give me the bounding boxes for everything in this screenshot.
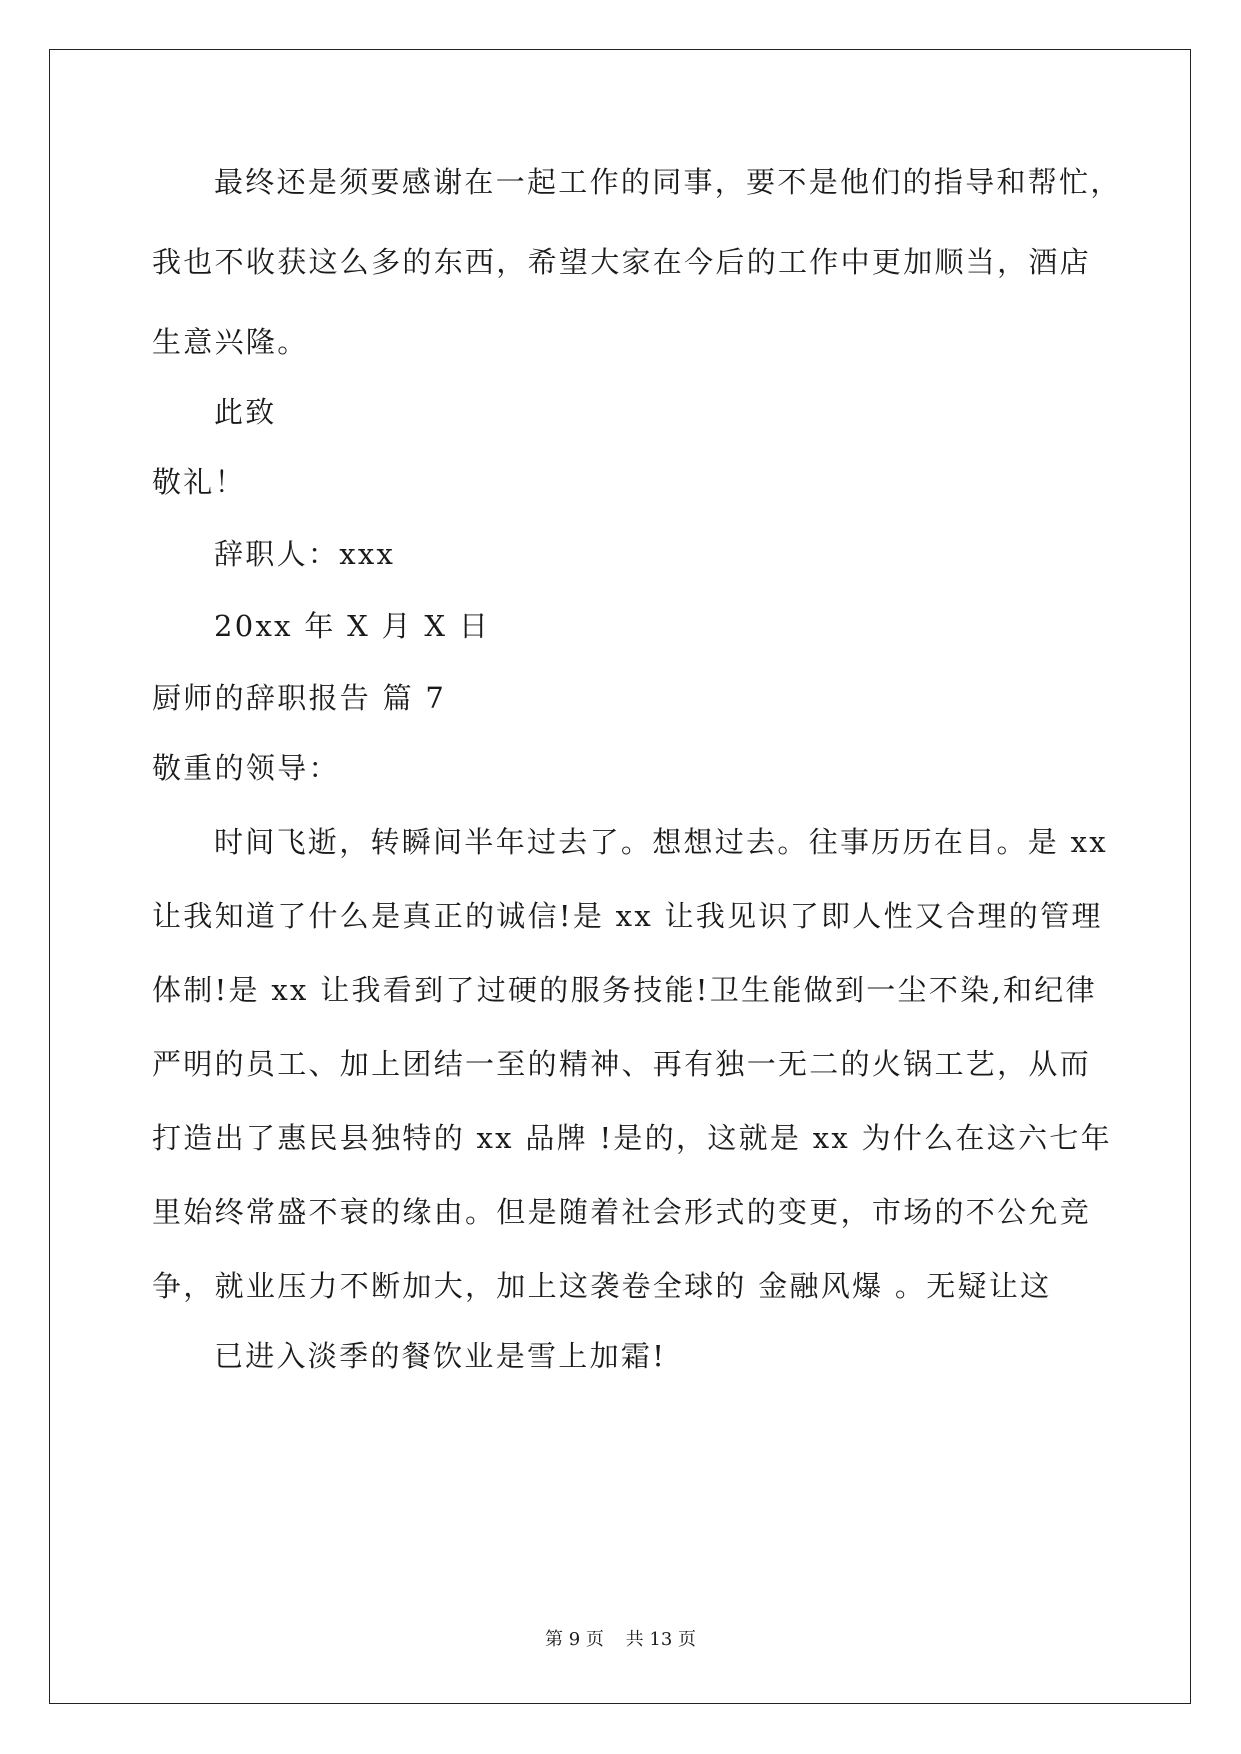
salutation-line: 此致	[214, 395, 277, 429]
page-total: 共 13 页	[625, 1629, 696, 1650]
paragraph-line: 严明的员工、加上团结一至的精神、再有独一无二的火锅工艺，从而	[152, 1047, 1092, 1081]
paragraph-line: 生意兴隆。	[152, 325, 309, 359]
paragraph-line: 争，就业压力不断加大，加上这袭卷全球的 金融风爆 。无疑让这	[152, 1269, 1052, 1303]
paragraph-line: 体制!是 xx 让我看到了过硬的服务技能!卫生能做到一尘不染,和纪律	[152, 973, 1097, 1007]
paragraph-line: 已进入淡季的餐饮业是雪上加霜!	[214, 1339, 667, 1373]
closing-line: 敬礼！	[152, 465, 246, 499]
page-footer	[0, 1628, 1241, 1652]
page-number: 第 9 页	[545, 1629, 604, 1650]
paragraph-line: 让我知道了什么是真正的诚信!是 xx 让我见识了即人性又合理的管理	[152, 899, 1103, 933]
page-border	[49, 49, 1191, 1704]
date-line: 20xx 年 X 月 X 日	[214, 609, 491, 643]
paragraph-line: 里始终常盛不衰的缘由。但是随着社会形式的变更，市场的不公允竞	[152, 1195, 1092, 1229]
paragraph-line: 时间飞逝，转瞬间半年过去了。想想过去。往事历历在目。是 xx	[214, 825, 1108, 859]
paragraph-line: 打造出了惠民县独特的 xx 品牌 !是的，这就是 xx 为什么在这六七年	[152, 1121, 1112, 1155]
section-title: 厨师的辞职报告 篇 7	[152, 681, 447, 715]
paragraph-line: 最终还是须要感谢在一起工作的同事，要不是他们的指导和帮忙，	[214, 165, 1122, 199]
signer-line: 辞职人：xxx	[214, 537, 396, 571]
paragraph-line: 我也不收获这么多的东西，希望大家在今后的工作中更加顺当，酒店	[152, 245, 1092, 279]
greeting-line: 敬重的领导：	[152, 751, 340, 785]
